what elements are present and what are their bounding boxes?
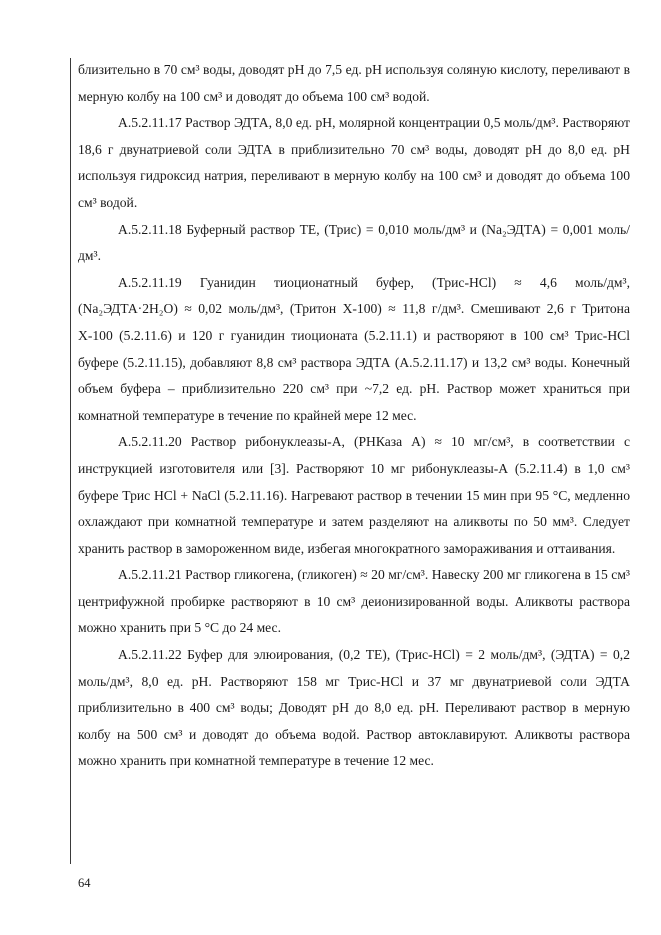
- paragraph-a5-2-11-20: А.5.2.11.20 Раствор рибонуклеазы-А, (РНКаза А) ≈ 10 мг/см³, в соответствии с инструкцией изготовителя или [3]. Растворяют 10 мг рибонуклеазы-А (5.2.11.4) в 1,0 см³ буфере Трис HCl + NaCl (5.2.11.16). Нагревают раствор в течении 15 мин при 95 °С, медленно охлаждают при комнатной температуре и затем разделяют на аликвоты по 50 мм³. Следует хранить раствор в замороженном виде, избегая многократного замораживания и оттаивания.: [78, 434, 630, 556]
- paragraph-a5-2-11-22: А.5.2.11.22 Буфер для элюирования, (0,2 ТЕ), (Трис-HCl) = 2 моль/дм³, (ЭДТА) = 0,2 моль/дм³, 8,0 ед. pH. Растворяют 158 мг Трис-HCl и 37 мг двунатриевой соли ЭДТА приблизительно в 400 см³ воды; Доводят pH до 8,0 ед. pH. Переливают раствор в мерную колбу на 500 см³ и доводят до объема водой. Раствор автоклавируют. Аликвоты раствора можно хранить при комнатной температуре в течение 12 мес.: [78, 647, 630, 769]
- margin-rule: [70, 58, 71, 864]
- paragraph-continuation: близительно в 70 см³ воды, доводят pH до 7,5 ед. pH используя соляную кислоту, переливают в мерную колбу на 100 см³ и доводят до объема 100 см³ водой.: [78, 62, 630, 104]
- paragraph-a5-2-11-21: А.5.2.11.21 Раствор гликогена, (гликоген) ≈ 20 мг/см³. Навеску 200 мг гликогена в 15 см³ центрифужной пробирке растворяют в 10 см³ деионизированной воды. Аликвоты раствора можно хранить при 5 °С до 24 мес.: [78, 567, 630, 636]
- paragraph-a5-2-11-17: А.5.2.11.17 Раствор ЭДТА, 8,0 ед. pH, молярной концентрации 0,5 моль/дм³. Растворяют 18,6 г двунатриевой соли ЭДТА в приблизительно 70 см³ воды, доводят pH до 8,0 ед. pH используя гидроксид натрия, переливают в мерную колбу на 100 см³ и доводят до объема 100 см³ водой.: [78, 115, 630, 210]
- page-number: 64: [78, 876, 91, 890]
- paragraph-a5-2-11-19: А.5.2.11.19 Гуанидин тиоционатный буфер, (Трис-HCl) ≈ 4,6 моль/дм³, (Na₂ЭДТА·2H₂O) ≈ 0,02 моль/дм³, (Тритон Х-100) ≈ 11,8 г/дм³. Смешивают 2,6 г Тритона Х-100 (5.2.11.6) и 120 г гуанидин тиоционата (5.2.11.1) и растворяют в 100 см³ Трис-HCl буфере (5.2.11.15), добавляют 8,8 см³ раствора ЭДТА (А.5.2.11.17) и 13,2 см³ воды. Конечный объем буфера – приблизительно 220 см³ при ~7,2 ед. pH. Раствор может храниться при комнатной температуре в течение по крайней мере 12 мес.: [78, 274, 630, 423]
- page-body: [78, 57, 630, 775]
- paragraph-a5-2-11-18: А.5.2.11.18 Буферный раствор ТЕ, (Трис) = 0,010 моль/дм³ и (Na₂ЭДТА) = 0,001 моль/дм³.: [78, 221, 630, 264]
